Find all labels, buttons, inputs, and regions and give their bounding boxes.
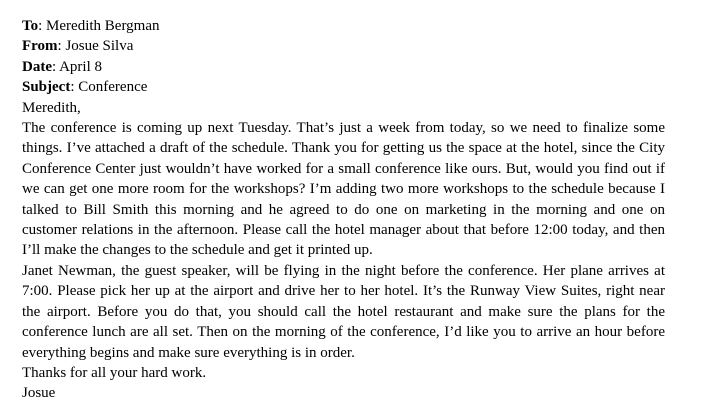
memo-paragraph-2: Janet Newman, the guest speaker, will be flying in the night before the conference. Her plane arrives at 7:00. Please pick her up at the airport and drive her to her hotel. It’s the Runway View Suites, right near the airport. Before you do that, you should call the hotel restaurant and make sure the plans for the conference lunch are all set. Then on the morning of the conference, I’d like you to arrive an hour before everything begins and make sure everything is in order. <box>22 262 665 361</box>
from-value: : Josue Silva <box>57 38 134 55</box>
date-value: : April 8 <box>52 58 103 75</box>
memo-from-line <box>22 36 665 56</box>
memo-signature: Josue <box>22 385 56 402</box>
memo-subject-line <box>22 77 665 97</box>
to-value: : Meredith Bergman <box>38 18 160 34</box>
subject-label: Subject <box>22 79 71 96</box>
memo-date-line <box>22 57 665 77</box>
subject-value: : Conference <box>70 79 148 96</box>
memo-paragraph-1: The conference is coming up next Tuesday. That’s just a week from today, so we need to finalize some things. I’ve attached a draft of the schedule. Thank you for getting us the space at the hotel, since the City Conference Center just wouldn’t have worked for a small conference like ours. But, would you find out if we can get one more room for the workshops? I’m adding two more workshops to the schedule because I talked to Bill Smith this morning and he agreed to do one on marketing in the morning and one on customer relations in the afternoon. Please call the hotel manager about that before 12:00 today, and then I’ll make the changes to the schedule and get it printed up. <box>22 120 665 259</box>
memo-to-line <box>22 16 665 36</box>
from-label: From <box>22 38 58 55</box>
memo-greeting: Meredith, <box>22 99 81 116</box>
date-label: Date <box>22 58 52 75</box>
to-label: To <box>22 18 39 34</box>
memo-document <box>22 16 665 404</box>
memo-closing: Thanks for all your hard work. <box>22 364 207 381</box>
